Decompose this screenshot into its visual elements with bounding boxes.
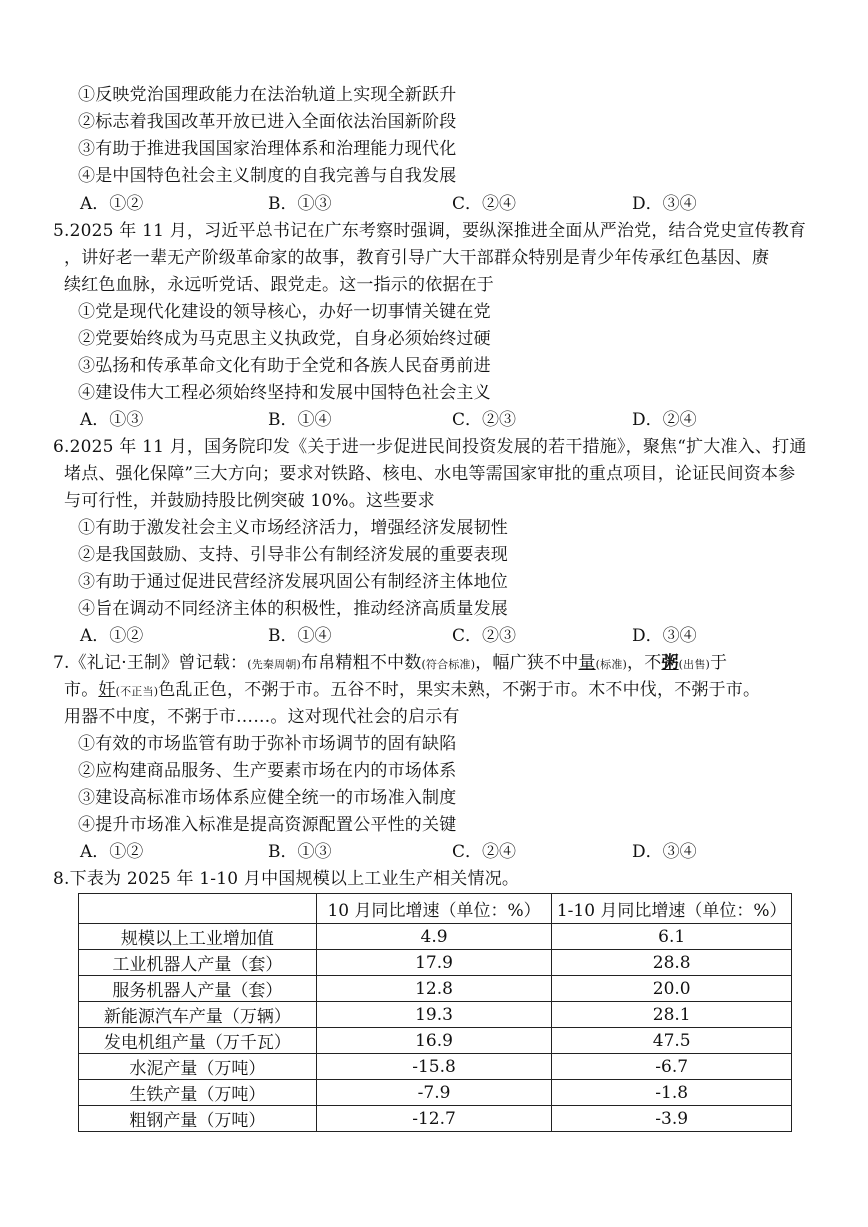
table-cell: 47.5 xyxy=(552,1028,792,1054)
industry-table xyxy=(78,893,792,1132)
q5-stem-line-1: 5.2025 年 11 月，习近平总书记在广东考察时强调，要纵深推进全面从严治党，结合党史宣传教育 xyxy=(53,221,807,241)
q7-item-2: ②应构建商品服务、生产要素市场在内的市场体系 xyxy=(78,761,457,781)
table-cell: -12.7 xyxy=(316,1106,552,1132)
q4-option-c: C．②④ xyxy=(452,194,517,214)
table-cell: 19.3 xyxy=(316,1002,552,1028)
table-cell: 生铁产量（万吨） xyxy=(79,1080,317,1106)
table-cell: 17.9 xyxy=(316,950,552,976)
q7-option-b: B．①③ xyxy=(268,842,332,862)
table-cell: 20.0 xyxy=(552,976,792,1002)
q4-item-3: ③有助于推进我国国家治理体系和治理能力现代化 xyxy=(78,139,457,159)
q7-stem-line-1: 7.《礼记·王制》曾记载：(先秦周朝)布帛精粗不中数(符合标准)，幅广狭不中量(标准)，不粥(出售)于 xyxy=(53,653,728,673)
q5-option-d: D．②④ xyxy=(632,410,697,430)
table-row xyxy=(79,1106,792,1132)
table-cell: 规模以上工业增加值 xyxy=(79,924,317,950)
q4-item-4: ④是中国特色社会主义制度的自我完善与自我发展 xyxy=(78,166,457,186)
q5-stem-line-2: ，讲好老一辈无产阶级革命家的故事，教育引导广大干部群众特别是青少年传承红色基因、赓 xyxy=(64,248,770,268)
table-cell: 服务机器人产量（套） xyxy=(79,976,317,1002)
q4-option-a: A．①② xyxy=(80,194,144,214)
table-cell: 12.8 xyxy=(316,976,552,1002)
q6-option-a: A．①② xyxy=(80,626,144,646)
q7-stem-line-3: 用器不中度，不粥于市……。这对现代社会的启示有 xyxy=(64,707,460,727)
q5-option-c: C．②③ xyxy=(452,410,517,430)
q5-option-b: B．①④ xyxy=(268,410,332,430)
q7-option-d: D．③④ xyxy=(632,842,697,862)
table-header-cell: 1-10 月同比增速（单位：%） xyxy=(552,894,792,924)
q7-option-c: C．②④ xyxy=(452,842,517,862)
table-header-row xyxy=(79,894,792,924)
q7-item-3: ③建设高标准市场体系应健全统一的市场准入制度 xyxy=(78,788,457,808)
q6-item-2: ②是我国鼓励、支持、引导非公有制经济发展的重要表现 xyxy=(78,545,508,565)
q6-option-c: C．②③ xyxy=(452,626,517,646)
table-row xyxy=(79,1080,792,1106)
q8-stem: 8.下表为 2025 年 1-10 月中国规模以上工业生产相关情况。 xyxy=(53,869,520,889)
q7-stem-line-2: 市。奸(不正当)色乱正色，不粥于市。五谷不时，果实未熟，不粥于市。木不中伐，不粥于市。 xyxy=(64,680,761,700)
q6-stem-line-1: 6.2025 年 11 月，国务院印发《关于进一步促进民间投资发展的若干措施》，聚焦“扩大准入、打通 xyxy=(53,437,807,457)
table-row xyxy=(79,976,792,1002)
table-cell: 粗钢产量（万吨） xyxy=(79,1106,317,1132)
table-cell: -6.7 xyxy=(552,1054,792,1080)
q6-item-3: ③有助于通过促进民营经济发展巩固公有制经济主体地位 xyxy=(78,572,508,592)
q6-item-4: ④旨在调动不同经济主体的积极性，推动经济高质量发展 xyxy=(78,599,508,619)
annotation: (出售) xyxy=(678,658,711,671)
table-cell: 16.9 xyxy=(316,1028,552,1054)
table-cell: 28.8 xyxy=(552,950,792,976)
annotation: (符合标准) xyxy=(421,658,476,671)
table-header-cell xyxy=(79,894,317,924)
q7-item-1: ①有效的市场监管有助于弥补市场调节的固有缺陷 xyxy=(78,734,457,754)
annotation: (先秦周朝) xyxy=(247,658,302,671)
q4-option-b: B．①③ xyxy=(268,194,332,214)
q6-option-d: D．③④ xyxy=(632,626,697,646)
table-row xyxy=(79,924,792,950)
q4-item-2: ②标志着我国改革开放已进入全面依法治国新阶段 xyxy=(78,112,457,132)
q5-option-a: A．①③ xyxy=(80,410,144,430)
q4-option-d: D．③④ xyxy=(632,194,697,214)
table-cell: 6.1 xyxy=(552,924,792,950)
q6-stem-line-3: 与可行性，并鼓励持股比例突破 10%。这些要求 xyxy=(64,491,435,511)
table-row xyxy=(79,1002,792,1028)
q5-item-2: ②党要始终成为马克思主义执政党，自身必须始终过硬 xyxy=(78,329,491,349)
q5-item-3: ③弘扬和传承革命文化有助于全党和各族人民奋勇前进 xyxy=(78,356,491,376)
q5-item-1: ①党是现代化建设的领导核心，办好一切事情关键在党 xyxy=(78,302,491,322)
annotation: (标准) xyxy=(595,658,628,671)
q7-item-4: ④提升市场准入标准是提高资源配置公平性的关键 xyxy=(78,815,457,835)
table-cell: 4.9 xyxy=(316,924,552,950)
table-cell: -15.8 xyxy=(316,1054,552,1080)
table-row xyxy=(79,950,792,976)
table-cell: 水泥产量（万吨） xyxy=(79,1054,317,1080)
table-cell: 新能源汽车产量（万辆） xyxy=(79,1002,317,1028)
table-row xyxy=(79,1028,792,1054)
q5-item-4: ④建设伟大工程必须始终坚持和发展中国特色社会主义 xyxy=(78,383,491,403)
q6-stem-line-2: 堵点、强化保障”三大方向；要求对铁路、核电、水电等需国家审批的重点项目，论证民间资本参 xyxy=(64,464,796,484)
table-cell: -7.9 xyxy=(316,1080,552,1106)
q4-item-1: ①反映党治国理政能力在法治轨道上实现全新跃升 xyxy=(78,85,457,105)
table-cell: -3.9 xyxy=(552,1106,792,1132)
q6-item-1: ①有助于激发社会主义市场经济活力，增强经济发展韧性 xyxy=(78,518,508,538)
table-cell: 工业机器人产量（套） xyxy=(79,950,317,976)
table-header-cell: 10 月同比增速（单位：%） xyxy=(316,894,552,924)
table-row xyxy=(79,1054,792,1080)
annotation: (不正当) xyxy=(115,685,159,698)
table-cell: 28.1 xyxy=(552,1002,792,1028)
table-cell: -1.8 xyxy=(552,1080,792,1106)
q5-stem-line-3: 续红色血脉，永远听党话、跟党走。这一指示的依据在于 xyxy=(64,275,494,295)
table-cell: 发电机组产量（万千瓦） xyxy=(79,1028,317,1054)
q6-option-b: B．①④ xyxy=(268,626,332,646)
q7-option-a: A．①② xyxy=(80,842,144,862)
